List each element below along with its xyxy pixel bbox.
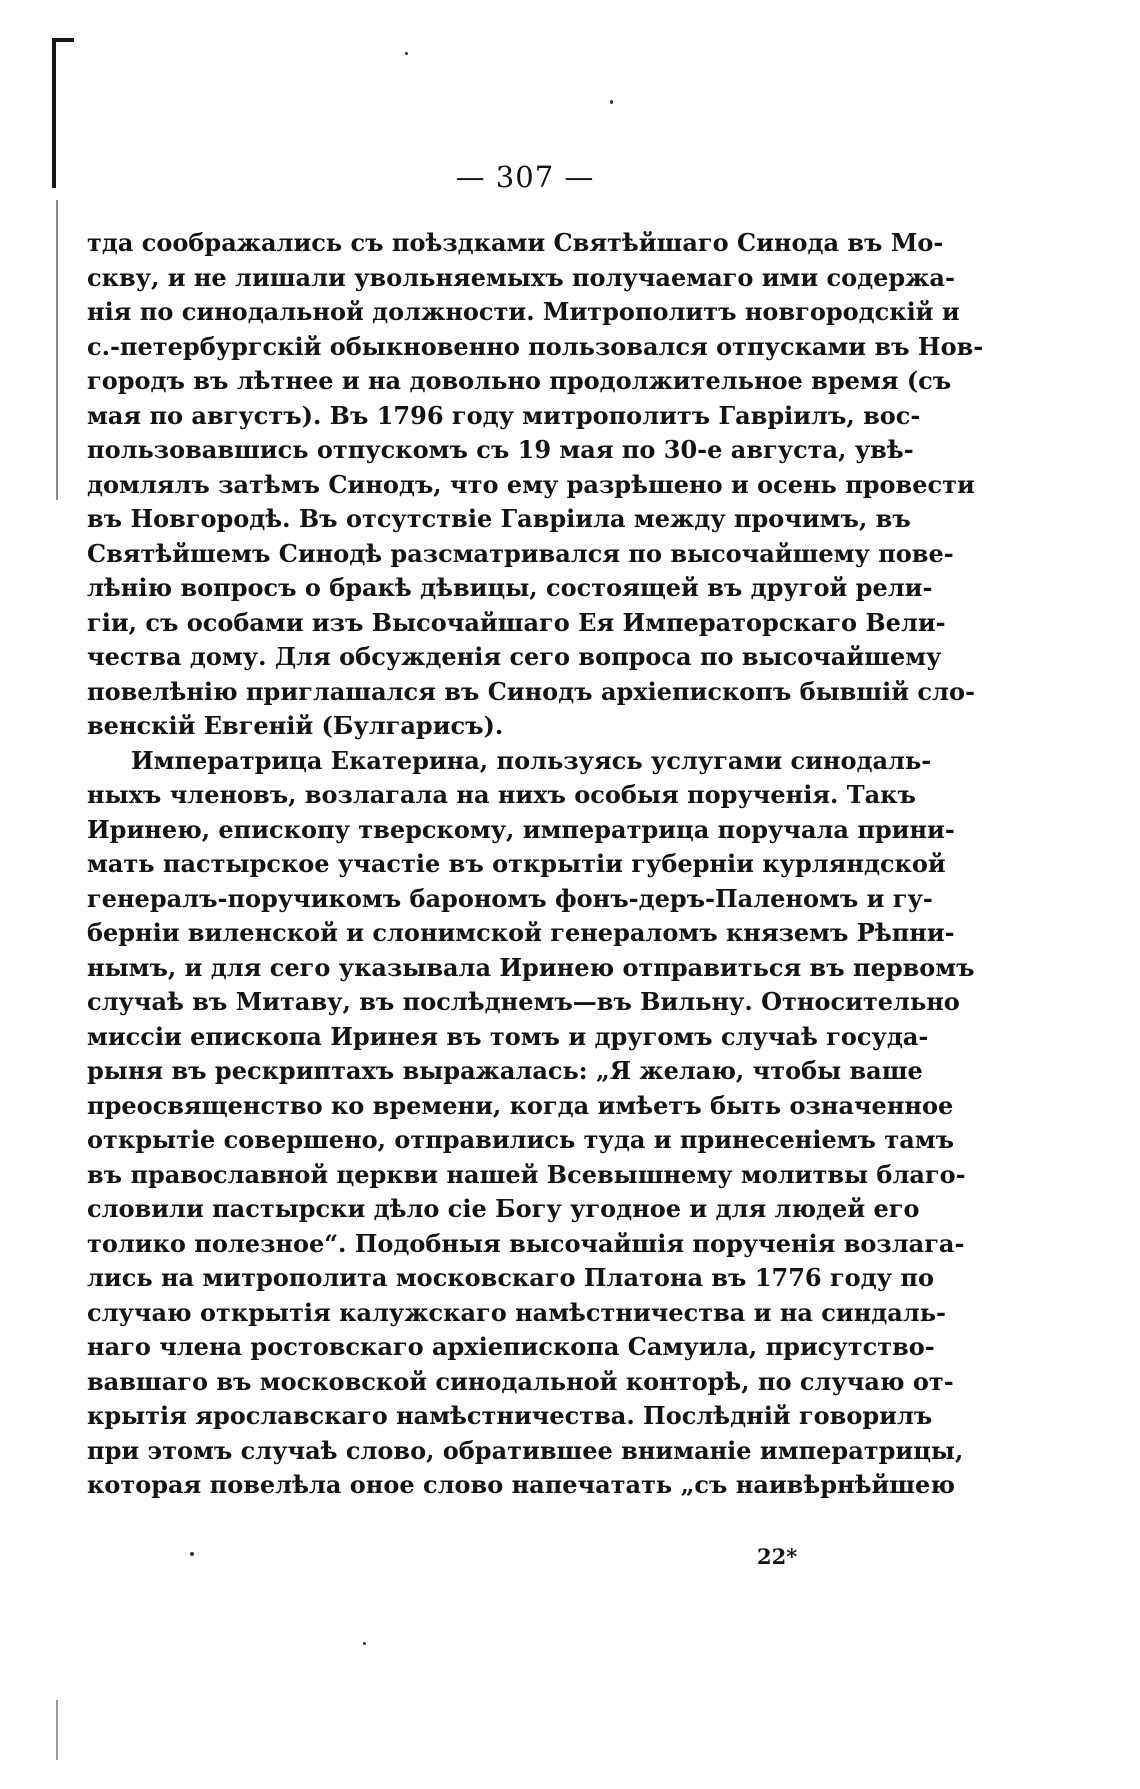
text-line: ныхъ членовъ, возлагала на нихъ особыя порученія. Такъ <box>87 780 916 809</box>
text-line: городъ въ лѣтнее и на довольно продолжительное время (съ <box>87 366 952 395</box>
text-line: домлялъ затѣмъ Синодъ, что ему разрѣшено и осень провести <box>87 469 975 499</box>
scan-edge-mark <box>56 1700 58 1760</box>
text-line: въ Новгородѣ. Въ отсутствіе Гавріила между прочимъ, въ <box>87 504 911 533</box>
text-line: тда соображались съ поѣздками Святѣйшаго Синода въ Мо- <box>87 228 944 257</box>
page-number: — 307 — <box>455 160 595 194</box>
text-line: Иринею, епископу тверскому, императрица поручала прини- <box>87 814 955 844</box>
text-line: словили пастырски дѣло сіе Богу угодное и для людей его <box>87 1194 920 1223</box>
text-line: лись на митрополита московскаго Платона въ 1776 году по <box>87 1263 934 1292</box>
text-line: въ православной церкви нашей Всевышнему молитвы благо- <box>87 1159 966 1189</box>
text-line: мая по августъ). Въ 1796 году митрополитъ Гавріилъ, вос- <box>87 400 921 430</box>
text-line: Императрица Екатерина, пользуясь услугами синодаль- <box>131 745 932 775</box>
signature-mark: 22* <box>757 1544 798 1569</box>
text-line: скву, и не лишали увольняемыхъ получаемаго ими содержа- <box>87 262 955 292</box>
text-line: случаю открытія калужскаго намѣстничества и на синдаль- <box>87 1297 946 1327</box>
body-text <box>87 226 984 1503</box>
text-line: лѣнію вопросъ о бракѣ дѣвицы, состоящей въ другой рели- <box>87 573 933 602</box>
text-line: крытія ярославскаго намѣстничества. Послѣдній говорилъ <box>87 1401 933 1430</box>
text-line: генералъ-поручикомъ барономъ фонъ-деръ-Паленомъ и гу- <box>87 883 933 913</box>
text-line: преосвященство ко времени, когда имѣетъ быть означенное <box>87 1090 954 1120</box>
dust-speck <box>610 100 613 104</box>
text-line: миссіи епископа Иринея въ томъ и другомъ случаѣ госуда- <box>87 1021 929 1051</box>
paragraph <box>87 744 975 1503</box>
scan-edge-mark <box>52 38 74 42</box>
text-line: нія по синодальной должности. Митрополитъ новгородскій и <box>87 297 960 326</box>
dust-speck <box>405 52 408 55</box>
text-line: чества дому. Для обсужденія сего вопроса по высочайшему <box>87 642 942 671</box>
text-line: рыня въ рескриптахъ выражалась: „Я желаю, чтобы ваше <box>87 1056 923 1085</box>
scan-edge-mark <box>56 200 58 500</box>
text-line: берніи виленской и слонимской генераломъ княземъ Рѣпни- <box>87 918 955 947</box>
text-line: мать пастырское участіе въ открытіи губерніи курляндской <box>87 849 946 878</box>
text-line: которая повелѣла оное слово напечатать „съ наивѣрнѣйшею <box>87 1470 955 1499</box>
text-line: при этомъ случаѣ слово, обратившее вниманіе императрицы, <box>87 1435 964 1465</box>
text-line: Святѣйшемъ Синодѣ разсматривался по высочайшему пове- <box>87 538 954 568</box>
text-line: наго члена ростовскаго архіепископа Самуила, присутство- <box>87 1332 935 1361</box>
dust-speck <box>363 1642 366 1645</box>
text-line: пользовавшись отпускомъ съ 19 мая по 30-е августа, увѣ- <box>87 435 914 464</box>
text-line: толико полезное“. Подобныя высочайшія порученія возлага- <box>87 1228 965 1258</box>
text-line: нымъ, и для сего указывала Иринею отправиться въ первомъ <box>87 952 975 982</box>
text-line: открытіе совершено, отправились туда и принесеніемъ тамъ <box>87 1125 954 1154</box>
dust-speck <box>190 1552 194 1556</box>
text-line: гіи, съ особами изъ Высочайшаго Ея Императорскаго Вели- <box>87 607 946 637</box>
paragraph <box>87 226 984 744</box>
text-line: вавшаго въ московской синодальной конторѣ, по случаю от- <box>87 1366 954 1396</box>
text-line: случаѣ въ Митаву, въ послѣднемъ—въ Вильну. Относительно <box>87 987 960 1016</box>
text-line: с.-петербургскій обыкновенно пользовался отпусками въ Нов- <box>87 331 984 361</box>
text-line: венскій Евгеній (Булгарисъ). <box>87 711 504 740</box>
text-line: повелѣнію приглашался въ Синодъ архіепископъ бывшій сло- <box>87 676 975 706</box>
